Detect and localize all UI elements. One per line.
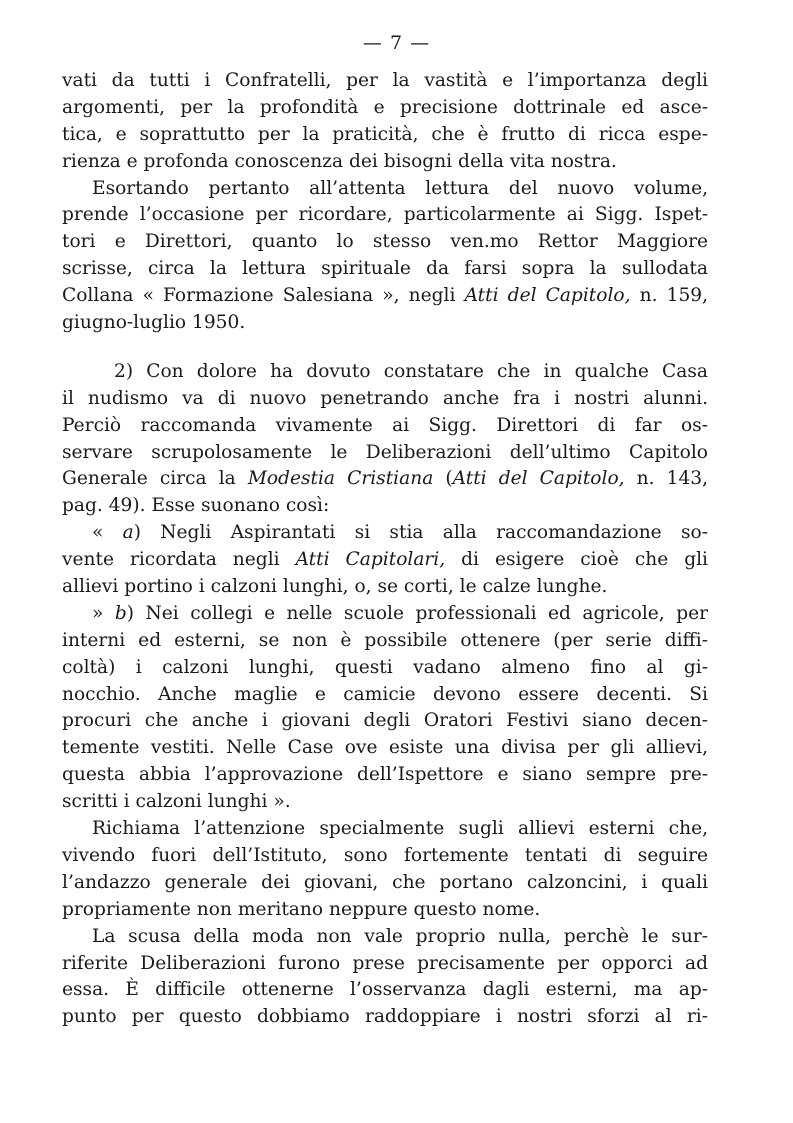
text-line bbox=[62, 122, 708, 149]
text-line bbox=[62, 708, 708, 735]
text-segment: Perciò raccomanda vivamente ai Sigg. Direttori di far os- bbox=[62, 414, 708, 436]
text-segment: scritti i calzoni lunghi ». bbox=[62, 791, 291, 813]
text-line bbox=[62, 229, 708, 256]
text-segment: n. 143, bbox=[624, 468, 709, 490]
text-line bbox=[62, 202, 708, 229]
text-segment: prende l’occasione per ricordare, particolarmente ai Sigg. Ispet- bbox=[62, 204, 708, 226]
text-line bbox=[62, 466, 708, 493]
text-line bbox=[62, 762, 708, 789]
paragraph-gap bbox=[62, 337, 708, 359]
text-line bbox=[62, 735, 708, 762]
text-segment: il nudismo va di nuovo penetrando anche fra i nostri alunni. bbox=[62, 387, 708, 409]
text-line bbox=[62, 520, 708, 547]
italic-text: Atti Capitolari, bbox=[295, 549, 446, 571]
text-line bbox=[62, 176, 708, 203]
italic-text: b bbox=[114, 602, 127, 624]
text-line bbox=[62, 870, 708, 897]
text-segment: vati da tutti i Confratelli, per la vastità e l’importanza degli bbox=[62, 70, 708, 91]
text-line bbox=[62, 283, 708, 310]
text-segment: rienza e profonda conoscenza dei bisogni della vita nostra. bbox=[62, 150, 617, 172]
text-line bbox=[62, 655, 708, 682]
text-line bbox=[62, 924, 708, 951]
text-segment: coltà) i calzoni lunghi, questi vadano almeno fino al gi- bbox=[62, 656, 708, 678]
text-segment: 2) Con dolore ha dovuto constatare che in qualche Casa bbox=[114, 360, 708, 382]
italic-text: Atti del Capitolo, bbox=[452, 468, 625, 490]
text-segment: Esortando pertanto all’attenta lettura del nuovo volume, bbox=[92, 177, 708, 199]
text-line bbox=[62, 951, 708, 978]
text-segment: giugno-luglio 1950. bbox=[62, 312, 246, 334]
text-line bbox=[62, 897, 708, 924]
text-segment: n. 159, bbox=[630, 285, 709, 307]
text-segment: interni ed esterni, se non è possibile ottenere (per serie diffi- bbox=[62, 629, 708, 651]
text-line bbox=[62, 256, 708, 283]
text-segment: ) Negli Aspirantati si stia alla raccomandazione so- bbox=[133, 522, 708, 544]
text-segment: ) Nei collegi e nelle scuole professionali ed agricole, per bbox=[126, 602, 708, 624]
text-segment: nocchio. Anche maglie e camicie devono essere decenti. Si bbox=[62, 683, 708, 705]
text-segment: scrisse, circa la lettura spirituale da farsi sopra la sullodata bbox=[62, 258, 708, 280]
text-line bbox=[62, 68, 708, 95]
text-segment: » bbox=[92, 602, 115, 624]
italic-text: a bbox=[122, 522, 134, 544]
text-segment: La scusa della moda non vale proprio nulla, perchè le sur- bbox=[92, 925, 708, 947]
text-segment: pag. 49). Esse suonano così: bbox=[62, 495, 330, 517]
text-line bbox=[62, 547, 708, 574]
text-segment: vivendo fuori dell’Istituto, sono fortemente tentati di seguire bbox=[62, 844, 708, 866]
text-segment: propriamente non meritano neppure questo nome. bbox=[62, 898, 541, 920]
text-segment: Richiama l’attenzione specialmente sugli allievi esterni che, bbox=[92, 818, 708, 840]
text-line bbox=[62, 977, 708, 1004]
text-segment: questa abbia l’approvazione dell’Ispettore e siano sempre pre- bbox=[62, 764, 708, 786]
text-segment: punto per questo dobbiamo raddoppiare i nostri sforzi al ri- bbox=[62, 1006, 708, 1028]
text-line bbox=[62, 493, 708, 520]
text-line bbox=[62, 95, 708, 122]
body-text bbox=[62, 68, 708, 1031]
text-line bbox=[62, 601, 708, 628]
text-segment: ( bbox=[433, 468, 453, 490]
text-segment: riferite Deliberazioni furono prese precisamente per opporci ad bbox=[62, 952, 708, 974]
text-segment: allievi portino i calzoni lunghi, o, se corti, le calze lunghe. bbox=[62, 576, 608, 598]
text-line bbox=[62, 843, 708, 870]
text-line bbox=[62, 574, 708, 601]
text-segment: tori e Direttori, quanto lo stesso ven.mo Rettor Maggiore bbox=[62, 231, 708, 253]
text-line bbox=[62, 816, 708, 843]
text-segment: di esigere cioè che gli bbox=[445, 549, 708, 571]
text-segment: l’andazzo generale dei giovani, che portano calzoncini, i quali bbox=[62, 871, 708, 893]
text-line bbox=[62, 149, 708, 176]
text-segment: vente ricordata negli bbox=[62, 549, 296, 571]
text-segment: temente vestiti. Nelle Case ove esiste una divisa per gli allievi, bbox=[62, 737, 708, 759]
text-line bbox=[62, 413, 708, 440]
text-segment: procuri che anche i giovani degli Oratori Festivi siano decen- bbox=[62, 710, 708, 732]
italic-text: Modestia Cristiana bbox=[247, 468, 434, 490]
text-segment: tica, e soprattutto per la praticità, che è frutto di ricca espe- bbox=[62, 123, 708, 145]
text-line bbox=[62, 440, 708, 467]
text-line bbox=[62, 682, 708, 709]
text-segment: Collana « Formazione Salesiana », negli bbox=[62, 285, 465, 307]
text-line bbox=[62, 310, 708, 337]
page-number: — 7 — bbox=[362, 32, 431, 54]
text-segment: argomenti, per la profondità e precisione dottrinale ed asce- bbox=[62, 96, 708, 118]
text-segment: « bbox=[92, 522, 123, 544]
text-segment: essa. È difficile ottenerne l’osservanza dagli esterni, ma ap- bbox=[62, 979, 708, 1001]
italic-text: Atti del Capitolo, bbox=[464, 285, 631, 307]
text-line bbox=[62, 386, 708, 413]
text-line bbox=[62, 1004, 708, 1031]
text-segment: servare scrupolosamente le Deliberazioni dell’ultimo Capitolo bbox=[62, 441, 708, 463]
text-line bbox=[62, 789, 708, 816]
text-line bbox=[62, 359, 708, 386]
text-line bbox=[62, 628, 708, 655]
text-segment: Generale circa la bbox=[62, 468, 248, 490]
